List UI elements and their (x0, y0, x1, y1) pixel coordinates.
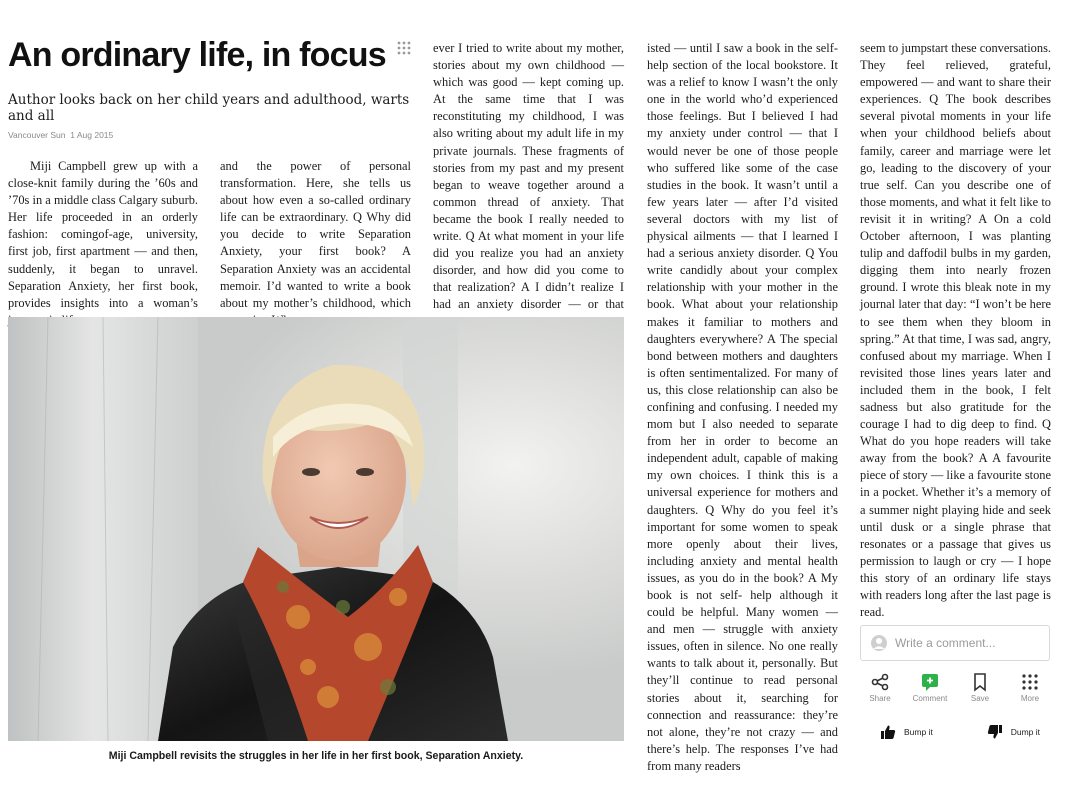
save-label: Save (970, 694, 990, 703)
author-photo (8, 317, 624, 741)
share-button[interactable] (860, 672, 900, 708)
article-column-2: and the power of personal transformation. Here, she tells us about how even a so-called ordinary life can be extraordinary. Q Why did you decide to write Separation Anxiety, your first book? A Separation Anxiety was an accidental memoir. I’d wanted to write a book about my mother’s childhood, which (220, 159, 411, 310)
comment-placeholder: Write a comment... (895, 636, 996, 650)
more-icon (1020, 672, 1040, 692)
bookmark-icon (970, 672, 990, 692)
dump-it-button[interactable] (987, 721, 1040, 743)
article-subhead: Author looks back on her child years and adulthood, warts and all (8, 92, 410, 124)
article-column-1: Miji Campbell grew up with a close-knit family during the ’60s and ’70s in a middle class Calgary suburb. Her life proceeded in an orderly fashion: comingof-age, university, first job, first apartment — and then, suddenly, it began to unravel. Separation Anxiety, her first book, provides insights into a woman’s (8, 159, 198, 310)
comment-label: Comment (912, 694, 948, 703)
bump-it-label: Bump it (904, 727, 933, 737)
comment-input[interactable] (860, 625, 1050, 661)
share-icon (870, 672, 890, 692)
vote-bar (880, 721, 1040, 743)
dump-it-label: Dump it (1010, 727, 1040, 737)
dateline (8, 130, 113, 140)
more-label: More (1020, 694, 1040, 703)
article-column-3: ever I tried to write about my mother, stories about my own childhood — which was good — kept coming up. At the same time that I was reconstituting my childhood, I was also writing about my adult life in my private journals. These fragments of stories from my past and my present began to weave together around a common thread of anxiety. That became the book I really needed to write. Q At what moment in your life did you realize you had an anxiety disorder, and how did you come to that realization? A I didn’t realize I had an anxiety disorder — or that (433, 41, 624, 312)
article-column-4: isted — until I saw a book in the self-help section of the local bookstore. It was a relief to know I wasn’t the only one in the world who’d experienced those feelings. But I believed I had my anxiety under control — that I would never be one of those people who suffered like some of the case studies in the book. It wasn’t until a few years later — after I’d visited several doctors with my list of physical ailments — that I learned I had a serious anxiety disorder. Q You write candidly about your complex relationship with your mother in the book. What about your relationship makes it familiar to mothers and daughters everywhere? A The special bond between mothers and daughters is often sentimentalized. For many of us, this close relationship can also be confining and confusing. I needed my mom but I also needed to separate from her in order to become an independent adult, capable of making my own choices. I think this is a universal experience for mothers and daughters. Q Why do you feel it’s important for some women to speak more openly about their lives, including anxiety and mental health issues, as you do in the book? A My book is not self- help although it could be helpful. Many women — and men — struggle with anxiety issues, often in silence. No one really wants to talk about it, personally. But they’ll continue to read personal stories about it, searching for connection and reassurance: they’re not alone, they’re not crazy — and there’s help. The responses I’ve had from many readers (647, 41, 838, 773)
action-bar (860, 672, 1050, 708)
comment-icon (920, 672, 940, 692)
save-button[interactable] (960, 672, 1000, 708)
share-label: Share (869, 694, 891, 703)
source-name: Vancouver Sun (8, 130, 66, 140)
article-headline: An ordinary life, in focus (8, 36, 386, 74)
article-column-5: seem to jumpstart these conversations. They feel relieved, grateful, empowered — and want to share their experiences. Q The book describes several pivotal moments in your life when your childhood beliefs about family, career and marriage were let go, leading to the discovery of your true self. Can you describe one of those moments, and what it felt like to revisit it in writing? A On a cold October afternoon, I was planting tulip and daffodil bulbs in my garden, digging them into nearly frozen ground. I wrote this bleak note in my journal later that day: “I won’t be here to see them when they bloom in spring.” At that time, I was sad, angry, confused about my marriage. When I revisited those lines years later and included them in the book, I felt sadness but also gratitude for the courage I had to dig deep to find. Q What do you hope readers will take away from the book? A A favourite piece of story — like a favourite stone in a pocket. Whether it’s a memory of a summer night playing hide and seek until dusk or a single phrase that resonates or a passage that gives us permission to laugh or cry — I hope this story of an ordinary life stays with readers long after the last page is read. (860, 41, 1051, 620)
photo-caption: Miji Campbell revisits the struggles in her life in her first book, Separation Anxiety. (108, 750, 524, 762)
more-button[interactable] (1010, 672, 1050, 708)
comment-button[interactable] (910, 672, 950, 708)
grip-icon[interactable] (396, 40, 412, 56)
thumbs-down-icon (987, 724, 1003, 740)
bump-it-button[interactable] (880, 721, 933, 743)
publish-date: 1 Aug 2015 (70, 130, 114, 140)
thumbs-up-icon (880, 724, 896, 740)
user-avatar-icon (871, 635, 887, 651)
